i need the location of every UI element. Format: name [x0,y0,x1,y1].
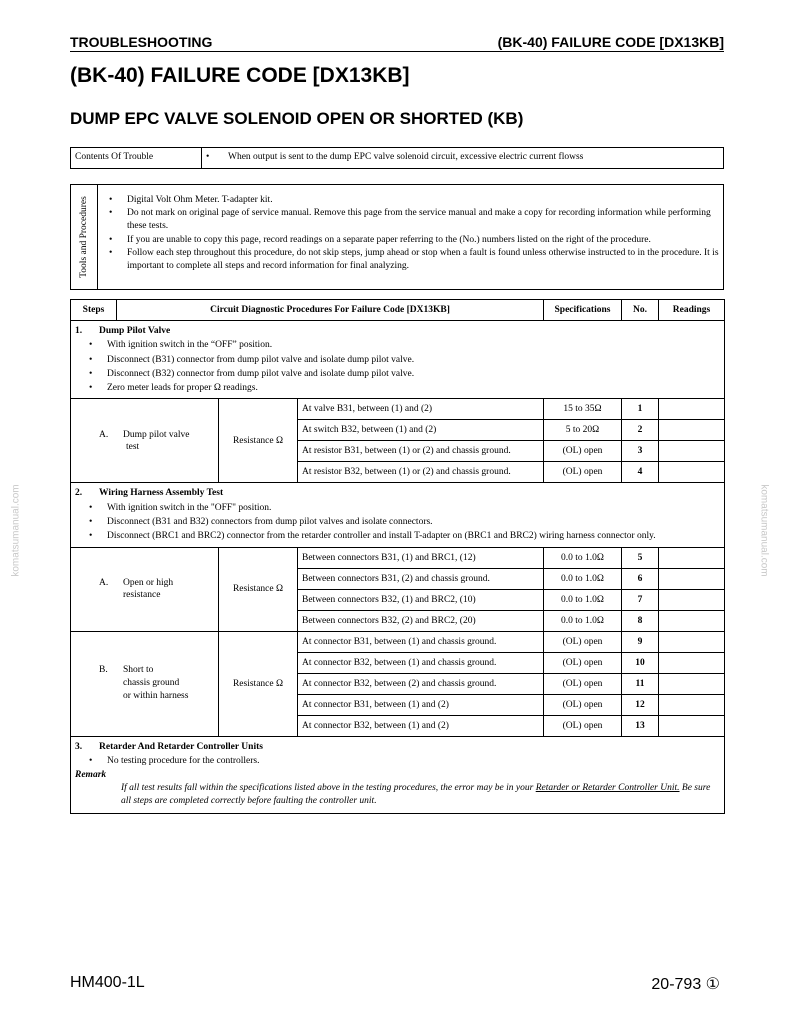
procedure-desc: At valve B31, between (1) and (2) [298,399,544,420]
section-2-cell [71,483,725,547]
procedure-desc: Between connectors B31, (2) and chassis ground. [298,568,544,589]
procedure-desc: At connector B31, between (1) and chassis ground. [298,631,544,652]
group-label [71,547,219,631]
section-row [71,483,725,547]
contents-of-trouble-box [70,147,724,169]
group-label-line: Open or high [123,578,174,589]
table-row [71,547,725,568]
list-item [107,207,719,233]
watermark-right: komatsumanual.com [758,484,770,577]
bullet: • [109,195,113,205]
spec-value: 5 to 20Ω [544,420,622,441]
group-label [71,631,219,736]
bullet: • [89,517,93,528]
tools-item: Follow each step throughout this procedure, do not skip steps, jump ahead or stop when a fault is found unless otherwise instructed to in the procedure. It is important to complete all steps and record information for final analyzing. [127,247,719,272]
bullet-text: Disconnect (B31 and B32) connectors from dump pilot valves and isolate connectors. [107,517,433,528]
measure-type: Resistance Ω [219,631,298,736]
list-item [75,754,720,768]
watermark-left: komatsumanual.com [10,484,22,577]
step-number: 4 [622,462,659,483]
tools-label-cell [71,185,98,289]
bullet: • [109,234,113,245]
bullet-text: With ignition switch in the "OFF" position. [107,502,272,513]
section-bullets [75,754,720,768]
header-specifications: Specifications [544,300,622,321]
remark-label: Remark [75,770,107,781]
table-row [71,399,725,420]
spec-value: 15 to 35Ω [544,399,622,420]
section-number: 3. [75,741,83,752]
section-title [75,486,720,500]
reading-cell[interactable] [659,420,725,441]
bullet-text: Disconnect (BRC1 and BRC2) connector from the retarder controller and install T-adapter on (BRC1 and BRC2) wiring harness connector only. [107,531,656,542]
header-no: No. [622,300,659,321]
procedure-desc: At connector B32, between (2) and chassis ground. [298,673,544,694]
group-label-line: test [126,441,140,452]
reading-cell[interactable] [659,610,725,631]
reading-cell[interactable] [659,715,725,736]
group-label-line: Short to [123,665,154,676]
step-number: 3 [622,441,659,462]
spec-value: (OL) open [544,715,622,736]
header-failure-code: (BK-40) FAILURE CODE [DX13KB] [497,34,724,50]
reading-cell[interactable] [659,547,725,568]
list-item [75,381,720,395]
header-readings: Readings [659,300,725,321]
procedure-desc: At resistor B32, between (1) or (2) and chassis ground. [298,462,544,483]
group-label-line: resistance [123,590,161,601]
list-item [75,367,720,381]
tools-label: Tools and Procedures [79,196,89,278]
tools-item: Do not mark on original page of service manual. Remove this page from the service manual and make a copy for recording information while performing these tests. [127,208,711,232]
reading-cell[interactable] [659,568,725,589]
table-header-row [71,300,725,321]
measure-type: Resistance Ω [219,547,298,631]
header-section-label: TROUBLESHOOTING [70,34,213,50]
list-item [75,501,720,515]
bullet-text: Zero meter leads for proper Ω readings. [107,383,258,394]
step-number: 1 [622,399,659,420]
remark-text [75,782,720,810]
contents-text: When output is sent to the dump EPC valve solenoid circuit, excessive electric current flowss [228,152,584,162]
section-row [71,321,725,399]
bullet-text: Disconnect (B31) connector from dump pilot valve and isolate dump pilot valve. [107,354,415,365]
group-letter: A. [99,429,109,440]
header-rule [70,51,724,52]
header-procedure: Circuit Diagnostic Procedures For Failure Code [DX13KB] [117,300,544,321]
section-row [71,736,725,814]
list-item [107,234,719,247]
tools-item: If you are unable to copy this page, record readings on a separate paper referring to the (No.) numbers listed on the right of the procedure. [127,234,651,245]
list-item [75,529,720,543]
group-label-line: or within harness [123,691,189,702]
section-number: 2. [75,488,83,499]
procedure-desc: At connector B32, between (1) and (2) [298,715,544,736]
step-number: 11 [622,673,659,694]
procedure-desc: At resistor B31, between (1) or (2) and chassis ground. [298,441,544,462]
footer-page-number: 20-793 ① [651,976,720,993]
page-subtitle: DUMP EPC VALVE SOLENOID OPEN OR SHORTED (KB) [70,109,524,128]
section-title [75,324,720,338]
step-number: 12 [622,694,659,715]
bullet: • [89,531,93,542]
list-item [75,353,720,367]
contents-divider [201,148,202,168]
list-item [75,338,720,352]
spec-value: 0.0 to 1.0Ω [544,610,622,631]
step-number: 5 [622,547,659,568]
reading-cell[interactable] [659,673,725,694]
section-name: Retarder And Retarder Controller Units [99,741,263,752]
bullet-text: With ignition switch in the “OFF” position. [107,340,273,351]
footer-model: HM400-1L [70,974,145,991]
bullet-text: Disconnect (B32) connector from dump pilot valve and isolate dump pilot valve. [107,368,415,379]
table-row [71,631,725,652]
section-bullets [75,338,720,395]
contents-label: Contents Of Trouble [75,152,154,162]
reading-cell[interactable] [659,652,725,673]
section-title [75,740,720,754]
procedure-desc: At switch B32, between (1) and (2) [298,420,544,441]
remark-text-part: Be sure all steps are completed correctly before faulting the controller unit. [121,783,711,807]
step-number: 8 [622,610,659,631]
list-item [75,515,720,529]
bullet: • [109,247,113,258]
list-item [107,194,719,207]
reading-cell[interactable] [659,694,725,715]
group-label-line: Dump pilot valve [123,429,190,440]
reading-cell[interactable] [659,441,725,462]
bullet: • [206,152,210,162]
section-1-cell [71,321,725,399]
spec-value: (OL) open [544,652,622,673]
bullet: • [89,368,93,379]
procedure-desc: Between connectors B32, (2) and BRC2, (20) [298,610,544,631]
step-number: 9 [622,631,659,652]
procedure-desc: At connector B32, between (1) and chassis ground. [298,652,544,673]
remark-text-part: If all test results fall within the specifications listed above in the testing procedures, the error may be in your [121,783,536,794]
spec-value: (OL) open [544,673,622,694]
tools-and-procedures-box [70,184,724,290]
bullet: • [89,354,93,365]
reading-cell[interactable] [659,462,725,483]
procedure-desc: At connector B31, between (1) and (2) [298,694,544,715]
section-number: 1. [75,326,83,336]
measure-type: Resistance Ω [219,399,298,483]
diagnostic-steps-table [70,299,725,814]
section-bullets [75,501,720,544]
bullet: • [89,383,93,394]
bullet: • [89,502,93,513]
tools-item: Digital Volt Ohm Meter. T-adapter kit. [127,195,273,205]
step-number: 10 [622,652,659,673]
bullet: • [89,755,93,766]
step-number: 7 [622,589,659,610]
group-label [71,399,219,483]
bullet-text: No testing procedure for the controllers. [107,755,260,766]
step-number: 13 [622,715,659,736]
tools-list [107,194,719,273]
group-letter: B. [99,665,108,676]
reading-cell[interactable] [659,589,725,610]
spec-value: 0.0 to 1.0Ω [544,547,622,568]
group-letter: A. [99,578,109,589]
spec-value: (OL) open [544,631,622,652]
section-3-cell [71,736,725,814]
procedure-desc: Between connectors B32, (1) and BRC2, (10) [298,589,544,610]
page-title: (BK-40) FAILURE CODE [DX13KB] [70,64,410,87]
remark-underlined-ref: Retarder or Retarder Controller Unit. [535,783,680,794]
spec-value: (OL) open [544,441,622,462]
bullet: • [109,208,113,219]
spec-value: 0.0 to 1.0Ω [544,589,622,610]
reading-cell[interactable] [659,399,725,420]
group-label-line: chassis ground [123,678,180,689]
step-number: 6 [622,568,659,589]
list-item [107,247,719,273]
spec-value: (OL) open [544,694,622,715]
procedure-desc: Between connectors B31, (1) and BRC1, (12) [298,547,544,568]
spec-value: (OL) open [544,462,622,483]
spec-value: 0.0 to 1.0Ω [544,568,622,589]
section-name: Dump Pilot Valve [99,326,171,336]
step-number: 2 [622,420,659,441]
bullet: • [89,340,93,351]
section-name: Wiring Harness Assembly Test [99,488,224,499]
reading-cell[interactable] [659,631,725,652]
header-steps: Steps [71,300,117,321]
